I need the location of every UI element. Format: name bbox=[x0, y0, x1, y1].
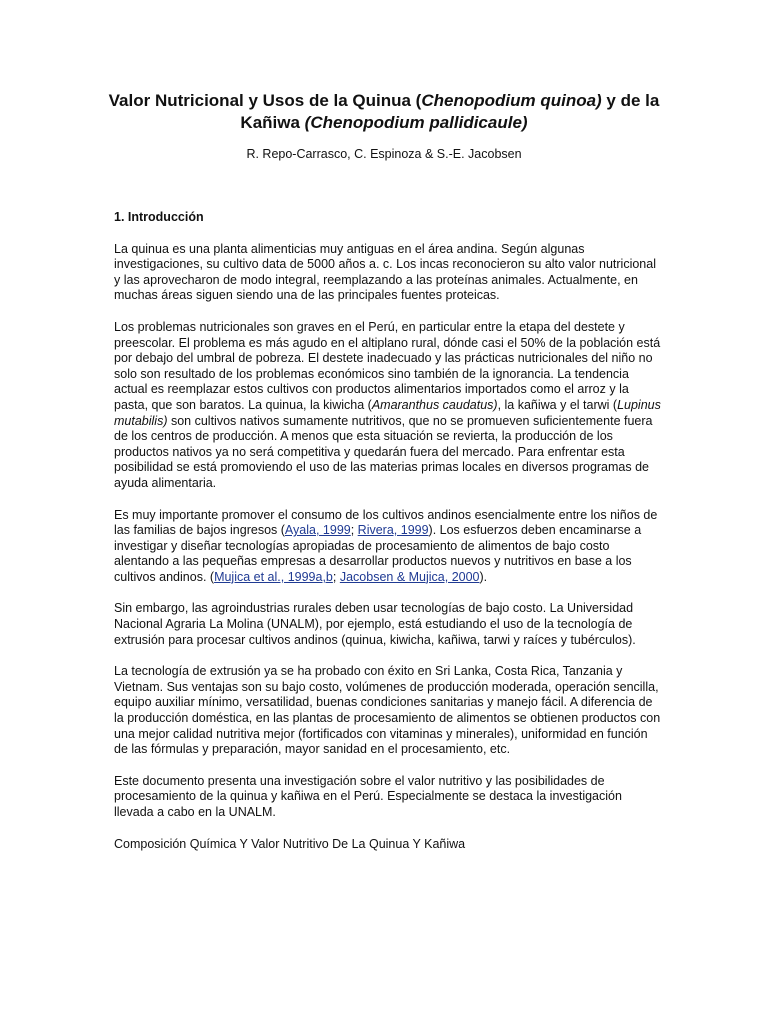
title-scientific-name-1: Chenopodium quinoa) bbox=[421, 91, 602, 110]
paragraph-2 bbox=[114, 320, 662, 492]
document-title bbox=[100, 90, 668, 134]
authors-line: R. Repo-Carrasco, C. Espinoza & S.-E. Jacobsen bbox=[246, 147, 522, 161]
document-body bbox=[114, 210, 662, 852]
subheading-composicion: Composición Química Y Valor Nutritivo De La Quinua Y Kañiwa bbox=[114, 836, 466, 851]
citation-link-mujica[interactable]: Mujica et al., 1999a,b bbox=[214, 569, 333, 584]
paragraph-4: Sin embargo, las agroindustrias rurales deben usar tecnologías de bajo costo. La Universidad Nacional Agraria La Molina (UNALM), por ejemplo, está estudiando el uso de la tecnología de extrusión para procesar cultivos andinos (quinua, kiwicha, kañiwa, tarwi y raíces y tubérculos). bbox=[114, 601, 636, 647]
paragraph-3-text-5: ). bbox=[479, 569, 488, 584]
paragraph-3-text-3: ). Los esfuerzos deben encaminarse a investigar y diseñar tecnologías apropiadas de procesamiento de alimentos de bajo costo alentando a las pequeñas empresas a desarrollar productos nuevos y nutritivos en base a los cultivos andinos. ( bbox=[114, 523, 642, 584]
paragraph-2-text-3: son cultivos nativos sumamente nutritivos, que no se promueven suficientemente fuera de los centros de producción. A menos que esta situación se revierta, la producción de los productos nativos ya no será competitiva y quedarán fuera del mercado. Para enfrentar esta posibilidad se está promoviendo el uso de las materias primas locales en diversos programas de ayuda alimentaria. bbox=[114, 413, 653, 490]
paragraph-3-text-1: Es muy importante promover el consumo de los cultivos andinos esencialmente entre los niños de las familias de bajos ingresos ( bbox=[114, 507, 658, 538]
section-heading-introduccion: 1. Introducción bbox=[114, 210, 204, 224]
paragraph-3-text-4: ; bbox=[332, 569, 340, 584]
citation-link-rivera[interactable]: Rivera, 1999 bbox=[357, 523, 429, 538]
title-part-2: y de la Kañiwa bbox=[240, 91, 660, 132]
scientific-name-amaranthus: Amaranthus caudatus) bbox=[371, 397, 498, 412]
paragraph-5: La tecnología de extrusión ya se ha probado con éxito en Sri Lanka, Costa Rica, Tanzania y Vietnam. Sus ventajas son su bajo costo, volúmenes de producción moderada, operación sencilla, equipo auxiliar mínimo, versatilidad, buenas condiciones sanitarias y manejo fácil. A diferencia de la producción doméstica, en las plantas de procesamiento de alimentos se obtienen productos con una mejor calidad nutritiva mejor (fortificados con vitaminas y minerales), uniformidad en función de las fórmulas y preparación, mayor sanidad en el procesamiento, etc. bbox=[114, 664, 661, 757]
title-part-1: Valor Nutricional y Usos de la Quinua ( bbox=[108, 91, 422, 110]
paragraph-2-text-1: Los problemas nutricionales son graves en el Perú, en particular entre la etapa del destete y preescolar. El problema es más agudo en el altiplano rural, dónde casi el 50% de la población está por debajo del umbral de pobreza. El destete inadecuado y las prácticas nutricionales del niño no solo son resultado de los problemas económicos sino también de la ignorancia. La tendencia actual es reemplazar estos cultivos con productos alimentarios importados como el arroz y la pasta, que son baratos. La quinua, la kiwicha ( bbox=[114, 319, 661, 412]
paragraph-1: La quinua es una planta alimenticias muy antiguas en el área andina. Según algunas investigaciones, su cultivo data de 5000 años a. c. Los incas reconocieron su alto valor nutricional y las aprovecharon de modo integral, reemplazando a las proteínas animales. Actualmente, en muchas áreas siguen siendo una de las principales fuentes proteicas. bbox=[114, 241, 656, 303]
paragraph-2-text-2: , la kañiwa y el tarwi ( bbox=[497, 397, 618, 412]
citation-link-ayala[interactable]: Ayala, 1999 bbox=[284, 523, 351, 538]
title-scientific-name-2: (Chenopodium pallidicaule) bbox=[304, 113, 528, 132]
paragraph-6: Este documento presenta una investigación sobre el valor nutritivo y las posibilidades de procesamiento de la quinua y kañiwa en el Perú. Especialmente se destaca la investigación llevada a cabo en la UNALM. bbox=[114, 773, 622, 819]
paragraph-3 bbox=[114, 508, 662, 586]
paragraph-3-text-2: ; bbox=[350, 523, 358, 538]
scientific-name-lupinus: Lupinus mutabilis) bbox=[114, 397, 661, 428]
citation-link-jacobsen-mujica[interactable]: Jacobsen & Mujica, 2000 bbox=[339, 569, 480, 584]
